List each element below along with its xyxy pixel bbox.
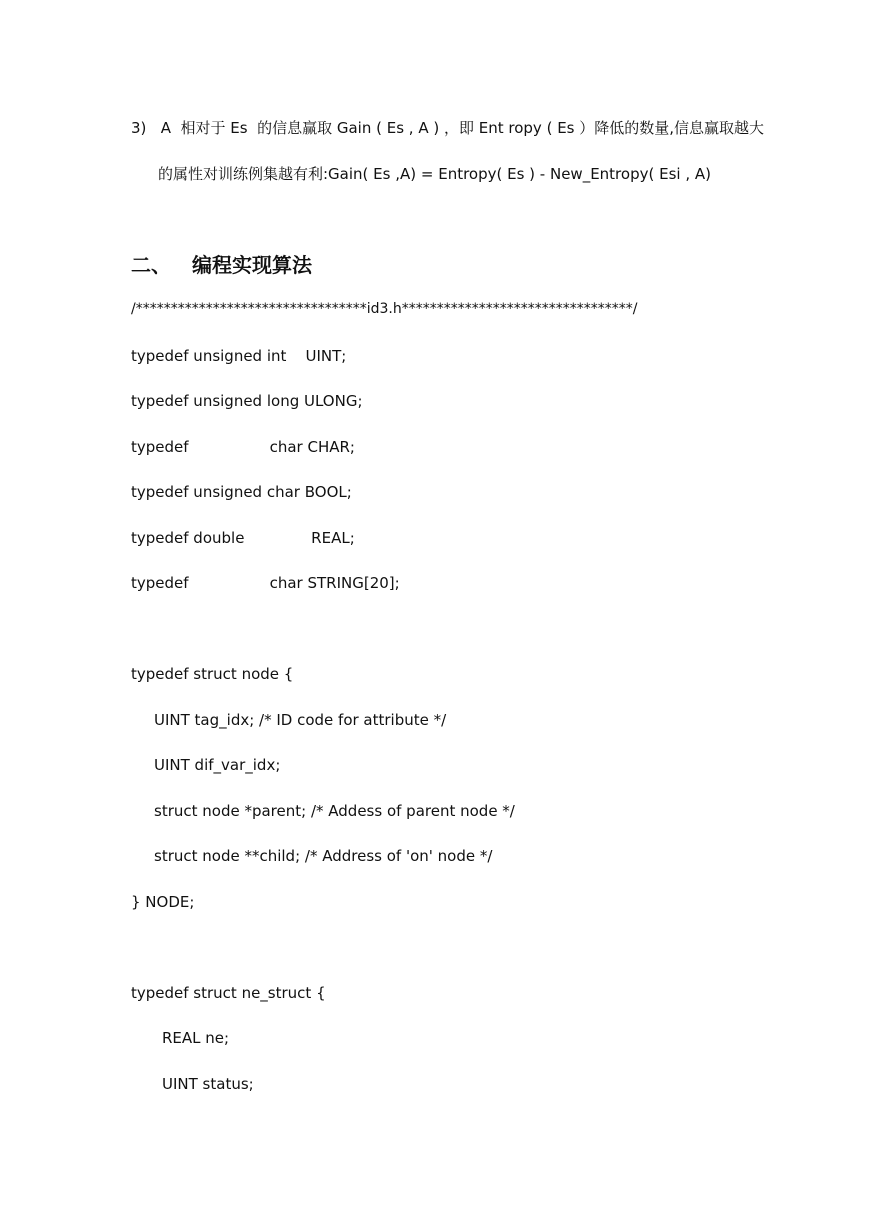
code-line: UINT tag_idx; /* ID code for attribute */ (154, 711, 447, 729)
code-line: typedef unsigned long ULONG; (131, 392, 363, 410)
code-line: UINT dif_var_idx; (154, 756, 281, 774)
code-header-comment: /*********************************id3.h*********************************/ (131, 301, 638, 317)
section-title: 编程实现算法 (192, 253, 312, 277)
intro-line-2: 的属性对训练例集越有利:Gain( Es ,A) = Entropy( Es ) - New_Entropy( Esi , A) (158, 165, 711, 183)
code-line: typedef char STRING[20]; (131, 574, 400, 592)
code-line: typedef struct ne_struct { (131, 984, 326, 1002)
code-line: typedef double REAL; (131, 529, 355, 547)
code-line: typedef struct node { (131, 665, 294, 683)
code-line: struct node *parent; /* Addess of parent node */ (154, 802, 515, 820)
section-number: 二、 (131, 253, 171, 277)
code-line: typedef unsigned int UINT; (131, 347, 347, 365)
intro-line-1: 3) A 相对于 Es 的信息赢取 Gain ( Es , A ) ，即 Ent ropy ( Es ）降低的数量,信息赢取越大 (131, 119, 765, 137)
code-line: } NODE; (131, 893, 195, 911)
code-line: struct node **child; /* Address of 'on' node */ (154, 847, 493, 865)
code-line: REAL ne; (162, 1029, 230, 1047)
code-line: typedef unsigned char BOOL; (131, 483, 352, 501)
code-line: typedef char CHAR; (131, 438, 355, 456)
code-line: UINT status; (162, 1075, 254, 1093)
